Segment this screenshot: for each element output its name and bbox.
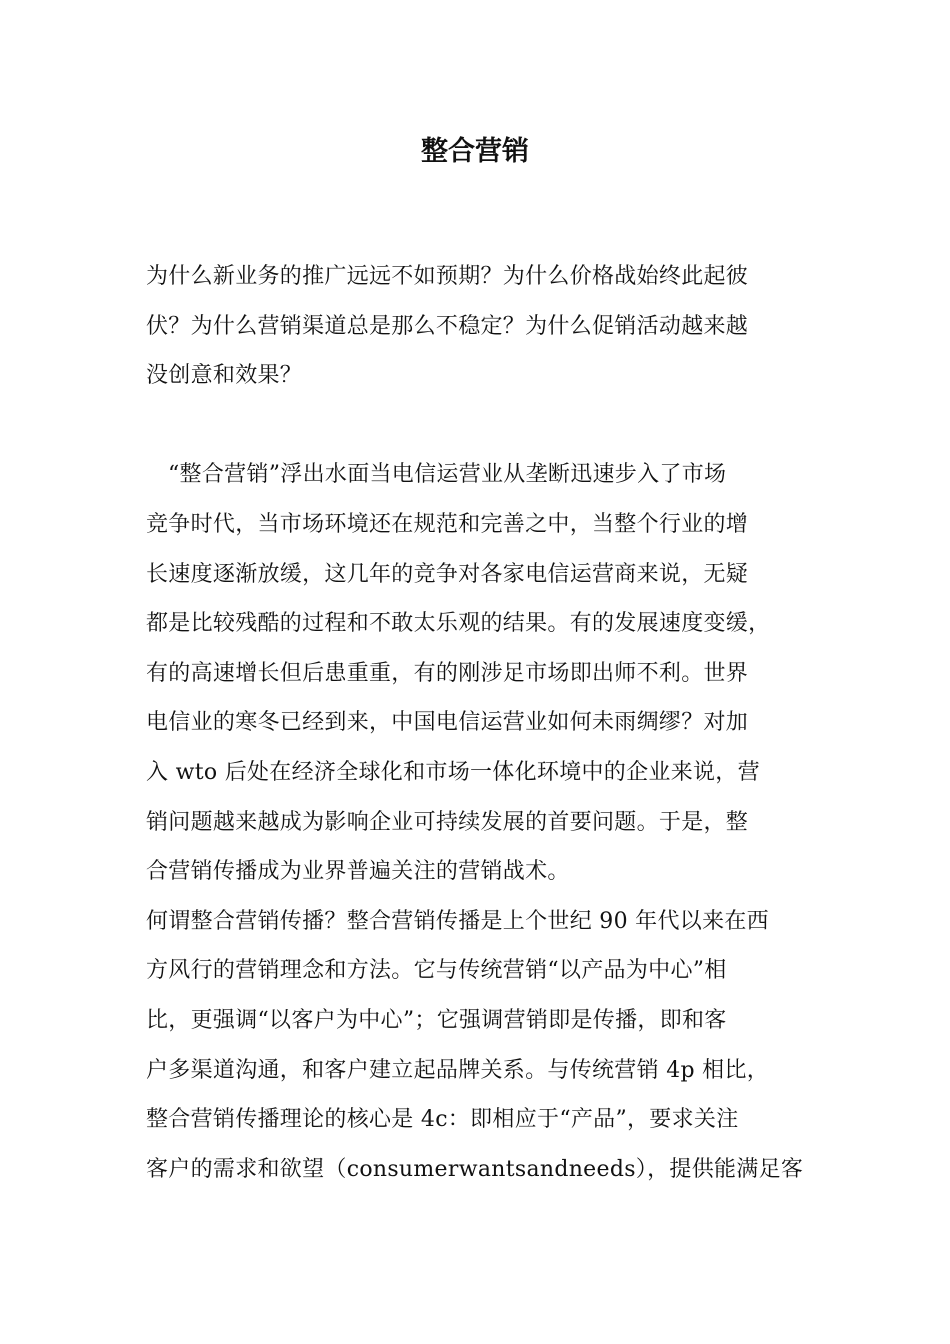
text-line: 都是比较残酷的过程和不敢太乐观的结果。有的发展速度变缓， [146,611,771,637]
paragraph-spacer [146,401,810,451]
text-line: 整合营销传播理论的核心是 4c：即相应于“产品”，要求关注 [146,1107,739,1133]
document-title: 整合营销 [421,136,529,167]
text-line: 销问题越来越成为影响企业可持续发展的首要问题。于是，整 [146,809,749,835]
text-line: 为什么新业务的推广远远不如预期？为什么价格战始终此起彼 [146,264,749,289]
paragraph-1 [146,252,810,401]
text-line: 有的高速增长但后患重重，有的刚涉足市场即出师不利。世界 [146,660,749,686]
document-body [146,252,810,1194]
paragraph-3 [146,897,810,1195]
text-line: 客户的需求和欲望（consumerwantsandneeds），提供能满足客 [146,1156,804,1182]
text-line: 入 wto 后处在经济全球化和市场一体化环境中的企业来说，营 [146,759,760,785]
text-line: 伏？为什么营销渠道总是那么不稳定？为什么促销活动越来越 [146,313,749,339]
text-line: “整合营销”浮出水面当电信运营业从垄断迅速步入了市场 [168,462,727,488]
text-line: 长速度逐渐放缓，这几年的竞争对各家电信运营商来说，无疑 [146,561,749,587]
text-line: 竞争时代，当市场环境还在规范和完善之中，当整个行业的增 [146,511,749,537]
paragraph-2 [146,450,810,896]
text-line: 户多渠道沟通，和客户建立起品牌关系。与传统营销 4p 相比， [146,1057,770,1083]
text-line: 合营销传播成为业界普遍关注的营销战术。 [146,859,570,885]
text-line: 何谓整合营销传播？整合营销传播是上个世纪 90 年代以来在西 [146,908,769,934]
text-line: 电信业的寒冬已经到来，中国电信运营业如何未雨绸缪？对加 [146,710,749,736]
text-line: 方风行的营销理念和方法。它与传统营销“以产品为中心”相 [146,958,727,984]
text-line: 比，更强调“以客户为中心”；它强调营销即是传播，即和客 [146,1007,727,1033]
text-line: 没创意和效果？ [146,363,303,389]
